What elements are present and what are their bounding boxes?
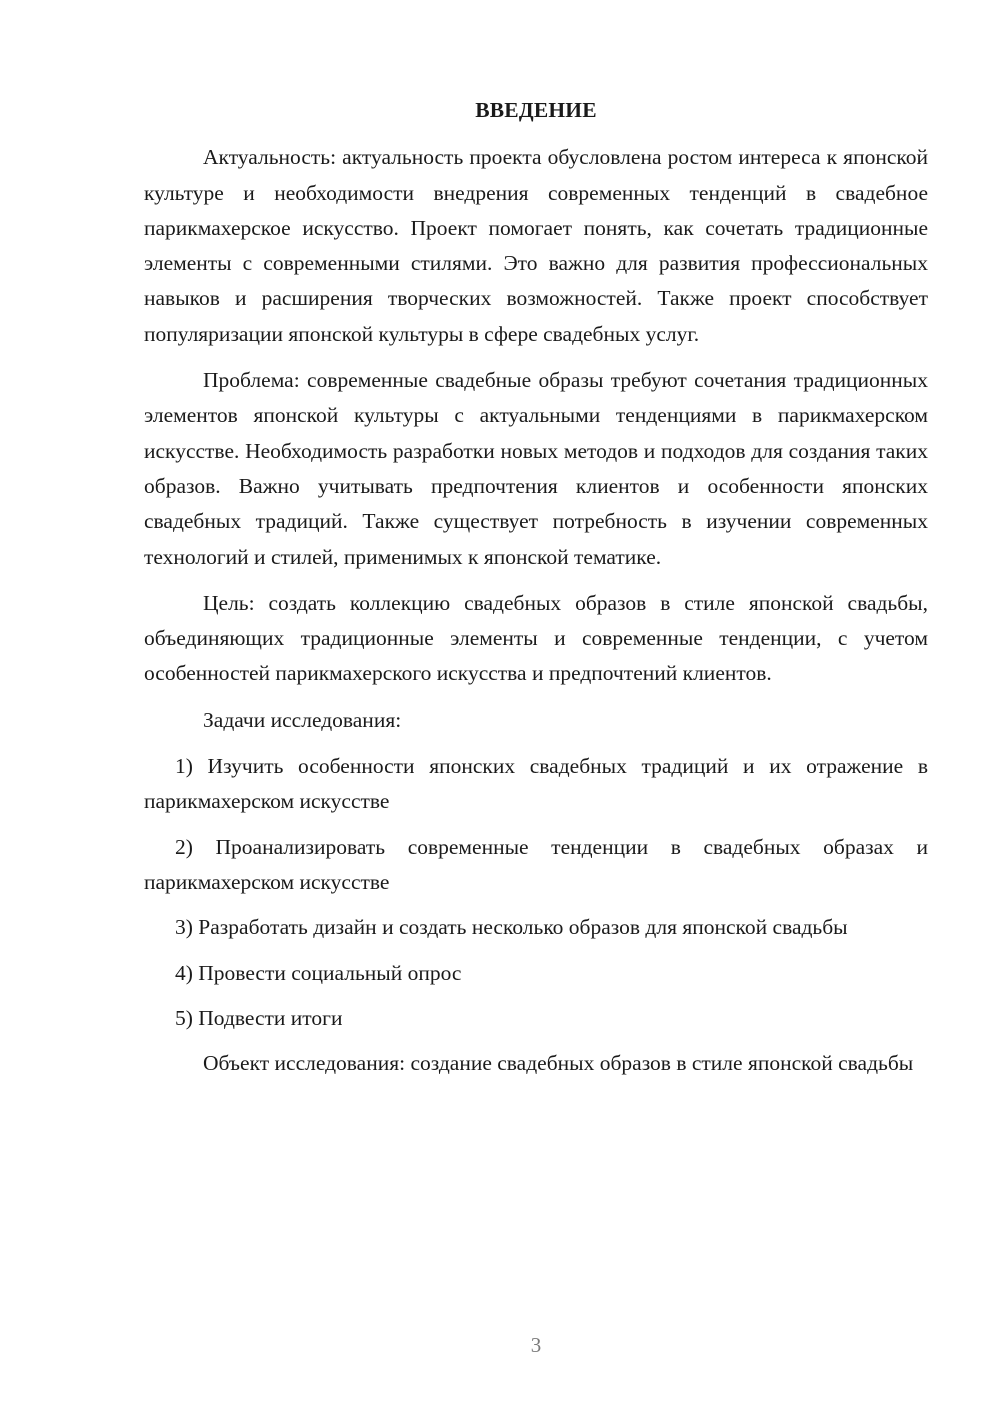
paragraph-object: Объект исследования: создание свадебных образов в стиле японской свадьбы — [203, 1051, 914, 1076]
section-title: ВВЕДЕНИЕ — [475, 98, 597, 122]
page-content — [144, 93, 928, 1092]
task-item-4: 4) Провести социальный опрос — [175, 960, 462, 985]
paragraph-goal: Цель: создать коллекцию свадебных образов в стиле японской свадьбы, объединяющих традиционные элементы и современные тенденции, с учетом особенностей парикмахерского искусства и предпочтений клиентов. — [144, 590, 928, 686]
tasks-heading: Задачи исследования: — [203, 707, 402, 732]
task-item-1: 1) Изучить особенности японских свадебных традиций и их отражение в парикмахерском искусстве — [144, 754, 928, 814]
paragraph-relevance: Актуальность: актуальность проекта обусловлена ростом интереса к японской культуре и необходимости внедрения современных тенденций в свадебное парикмахерское искусство. Проект помогает понять, как сочетать традиционные элементы с современными стилями. Это важно для развития профессиональных навыков и расширения творческих возможностей. Также проект способствует популяризации японской культуры в сфере свадебных услуг. — [144, 145, 928, 346]
task-item-5: 5) Подвести итоги — [175, 1005, 343, 1030]
paragraph-problem: Проблема: современные свадебные образы требуют сочетания традиционных элементов японской культуры с актуальными тенденциями в парикмахерском искусстве. Необходимость разработки новых методов и подходов для создания таких образов. Важно учитывать предпочтения клиентов и особенности японских свадебных традиций. Также существует потребность в изучении современных технологий и стилей, применимых к японской тематике. — [144, 368, 928, 569]
page-number: 3 — [530, 1333, 542, 1357]
task-item-3: 3) Разработать дизайн и создать несколько образов для японской свадьбы — [175, 915, 848, 940]
task-item-2: 2) Проанализировать современные тенденции в свадебных образах и парикмахерском искусстве — [144, 834, 928, 894]
